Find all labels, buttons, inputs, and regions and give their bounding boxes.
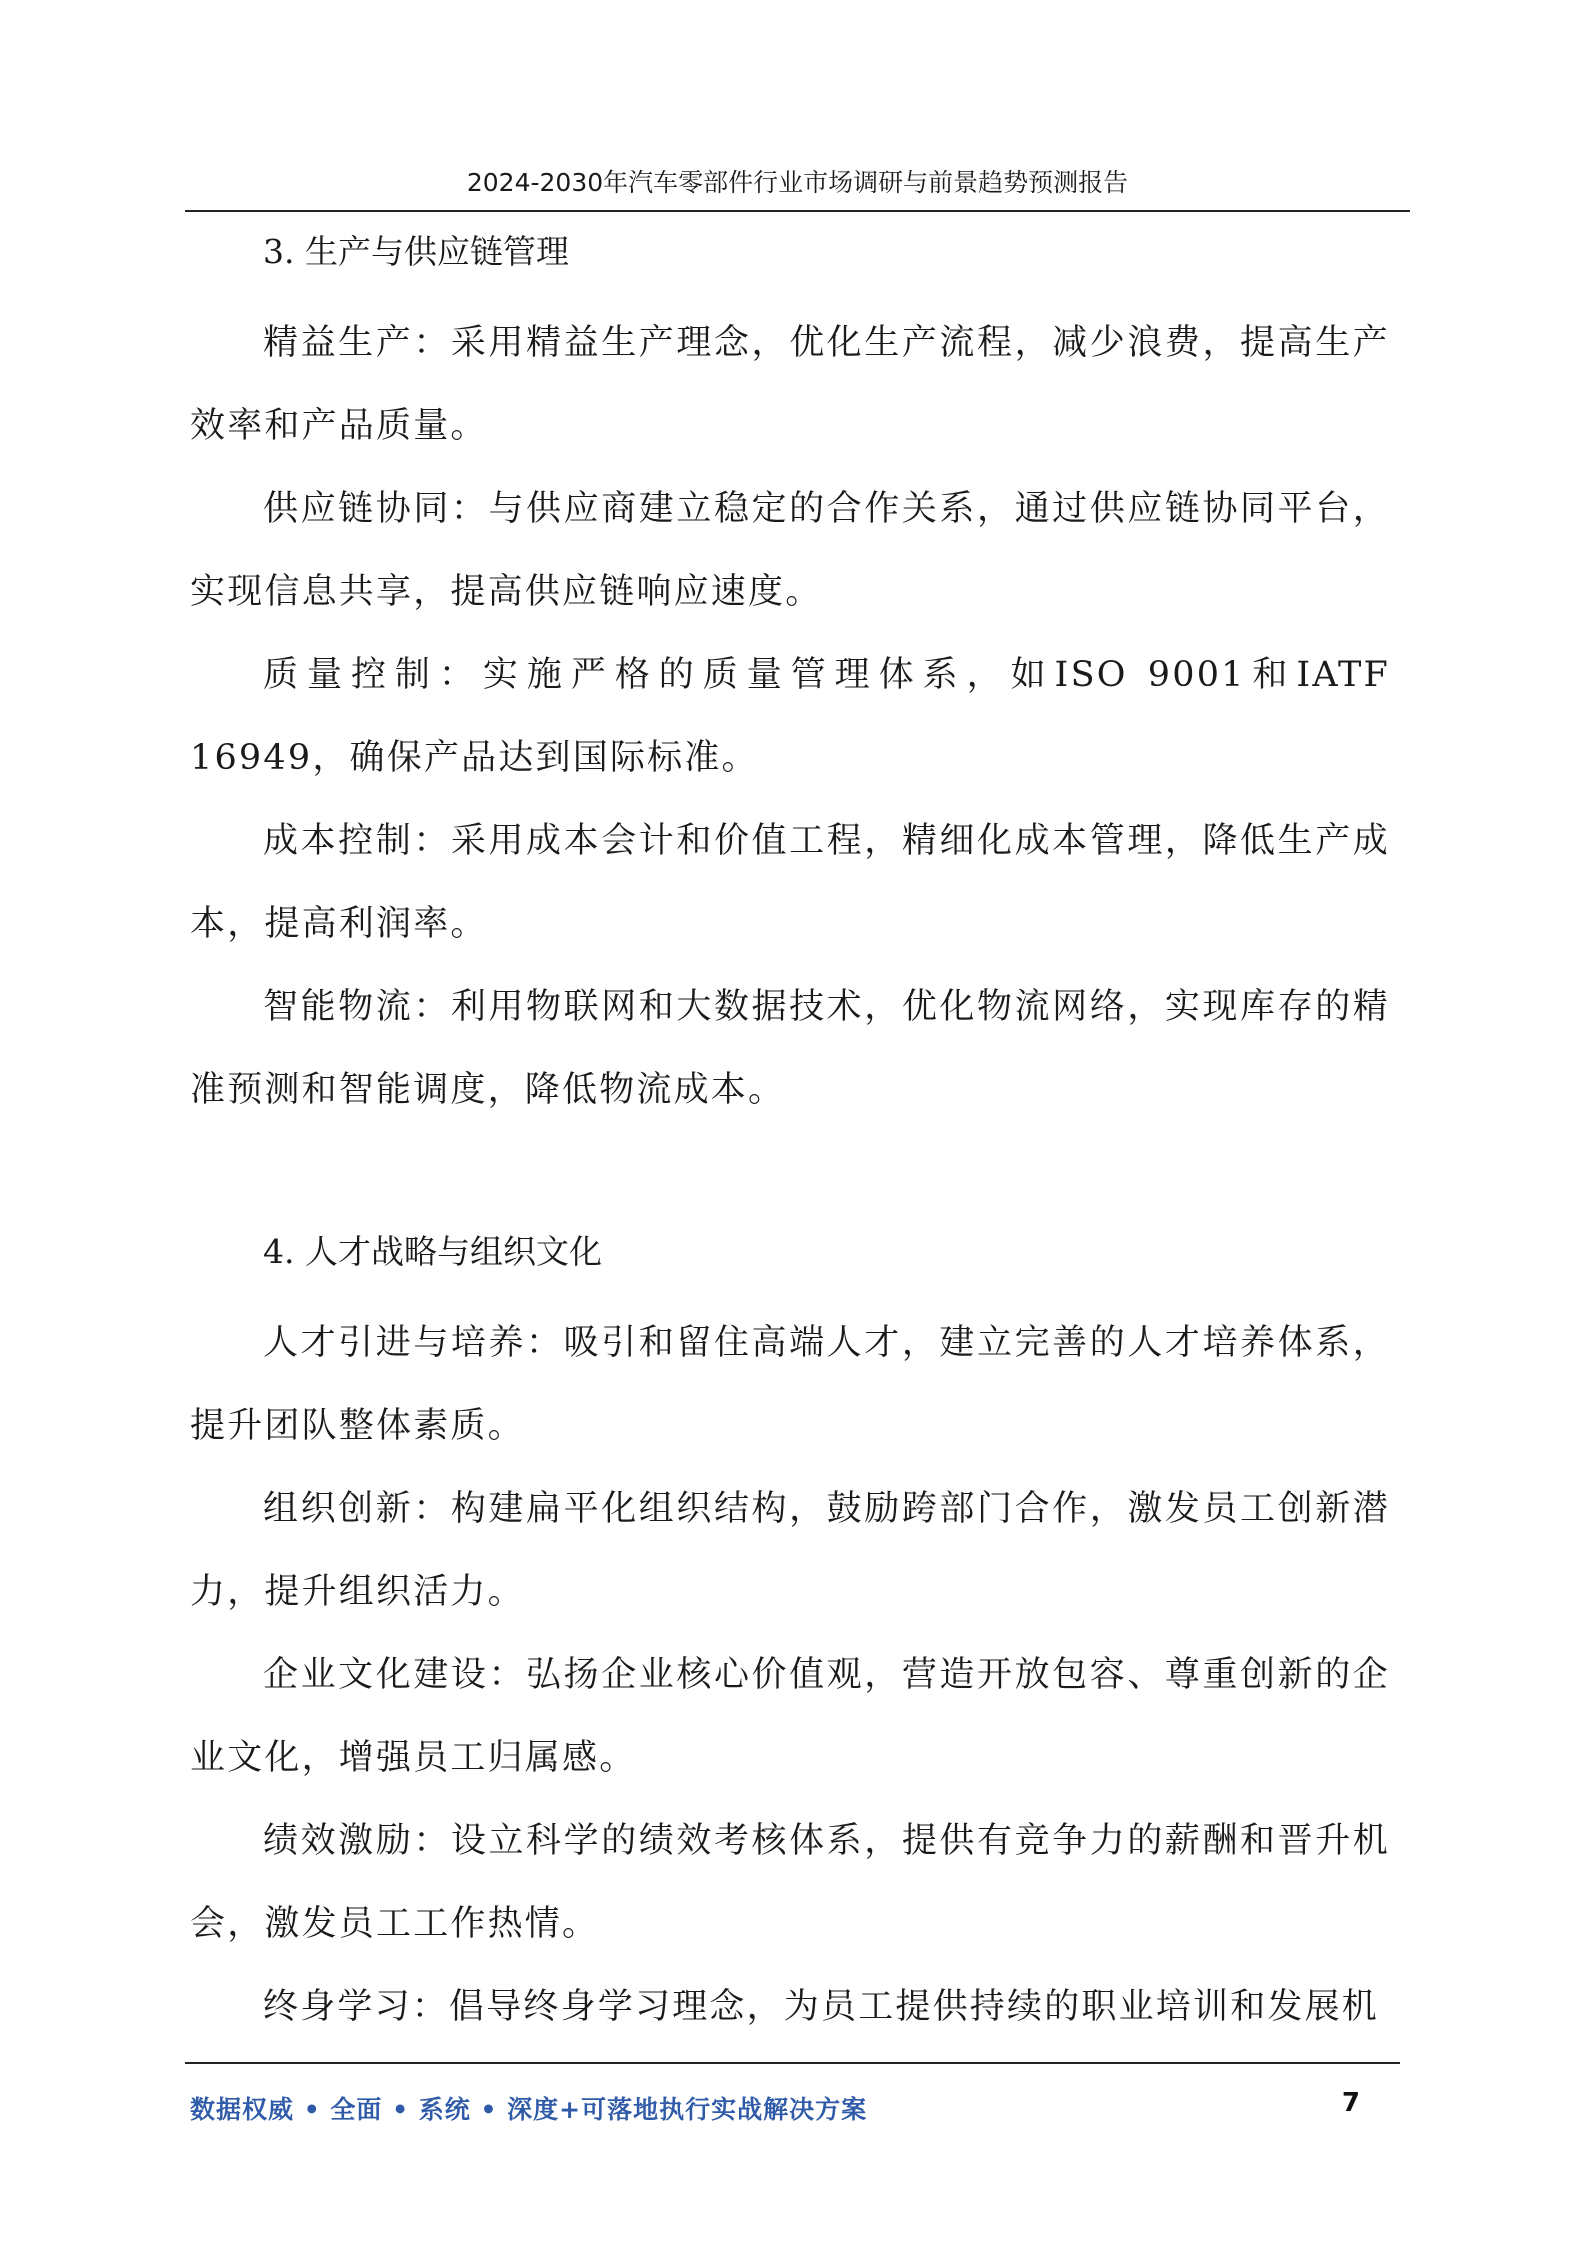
section-heading: 3. 生产与供应链管理 [263,232,569,271]
section-talent-culture [190,1218,1390,2049]
paragraph-supply-chain-collaboration: 供应链协同：与供应商建立稳定的合作关系，通过供应链协同平台，实现信息共享，提高供应链响应速度。 [190,489,1390,612]
paragraph-smart-logistics: 智能物流：利用物联网和大数据技术，优化物流网络，实现库存的精准预测和智能调度，降低物流成本。 [190,987,1390,1110]
page-header [185,160,1410,212]
section-production-supply-chain [190,218,1390,1132]
paragraph-corporate-culture: 企业文化建设：弘扬企业核心价值观，营造开放包容、尊重创新的企业文化，增强员工归属感。 [190,1655,1390,1778]
report-title: 2024-2030年汽车零部件行业市场调研与前景趋势预测报告 [466,168,1129,197]
section-spacer [190,1132,1390,1218]
section-heading: 4. 人才战略与组织文化 [263,1232,602,1271]
paragraph-organizational-innovation: 组织创新：构建扁平化组织结构，鼓励跨部门合作，激发员工创新潜力，提升组织活力。 [190,1489,1390,1612]
paragraph-quality-control: 质量控制：实施严格的质量管理体系，如ISO 9001和IATF 16949，确保产品达到国际标准。 [190,655,1390,778]
document-body [190,218,1390,2049]
footer-slogan: 数据权威 • 全面 • 系统 • 深度+可落地执行实战解决方案 [190,2095,868,2124]
page-footer [185,2062,1400,2134]
paragraph-lifelong-learning: 终身学习：倡导终身学习理念，为员工提供持续的职业培训和发展机 [263,1987,1380,2027]
page-number: 7 [1341,2088,1360,2118]
paragraph-performance-incentive: 绩效激励：设立科学的绩效考核体系，提供有竞争力的薪酬和晋升机会，激发员工工作热情。 [190,1821,1390,1944]
paragraph-talent-development: 人才引进与培养：吸引和留住高端人才，建立完善的人才培养体系，提升团队整体素质。 [190,1323,1390,1446]
paragraph-cost-control: 成本控制：采用成本会计和价值工程，精细化成本管理，降低生产成本，提高利润率。 [190,821,1390,944]
paragraph-lean-production: 精益生产：采用精益生产理念，优化生产流程，减少浪费，提高生产效率和产品质量。 [190,323,1390,446]
